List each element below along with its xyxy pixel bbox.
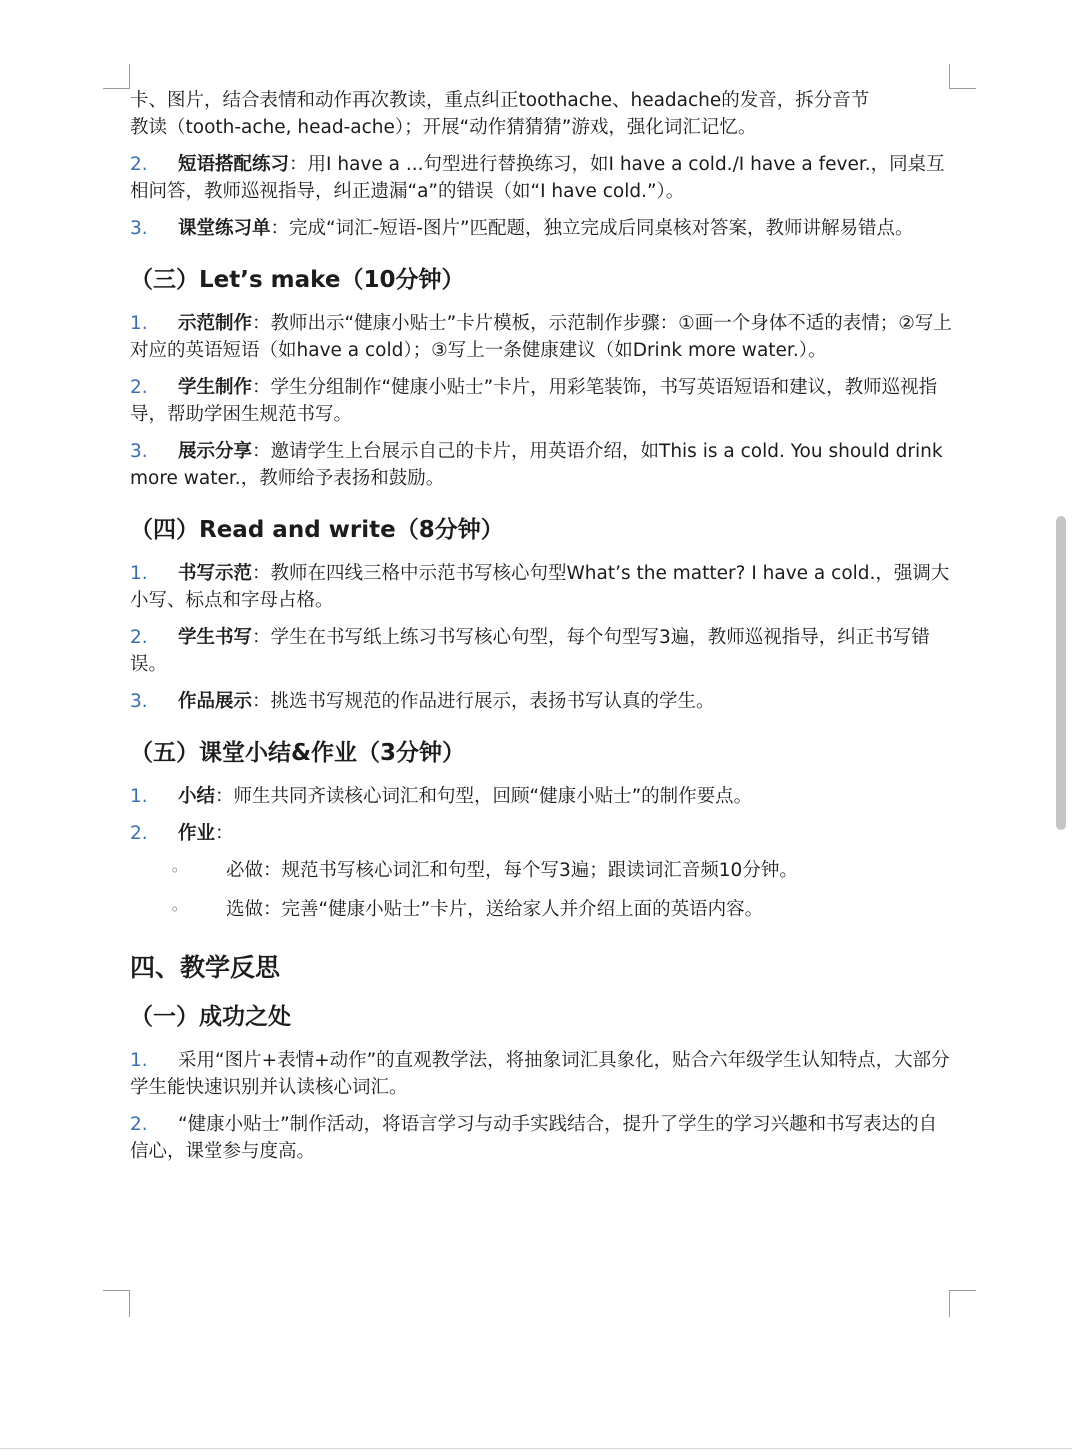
item-text: “健康小贴士”制作活动，将语言学习与动手实践结合，提升了学生的学习兴趣和书写表达的自信心，课堂参与度高。 (130, 1114, 938, 1162)
list-item (130, 820, 952, 847)
crop-mark-bottom-right (949, 1290, 976, 1317)
section-heading-summary-homework: （五）课堂小结&作业（3分钟） (130, 740, 466, 766)
list-number: 1. (130, 563, 148, 584)
item-text: 采用“图片+表情+动作”的直观教学法，将抽象词汇具象化，贴合六年级学生认知特点，大部分学生能快速识别并认读核心词汇。 (130, 1050, 950, 1098)
chapter-heading-reflection: 四、教学反思 (130, 953, 281, 982)
item-lead: 学生书写 (178, 627, 253, 648)
list-number: 3. (130, 218, 148, 239)
list-item (130, 151, 952, 205)
crop-mark-top-right (949, 64, 976, 89)
sub-list-item (130, 857, 952, 884)
item-lead: 课堂练习单 (178, 218, 271, 239)
item-lead: 短语搭配练习 (178, 154, 290, 175)
list-item (130, 783, 952, 810)
section-heading-read-and-write: （四）Read and write（8分钟） (130, 517, 504, 543)
item-lead: 示范制作 (178, 313, 253, 334)
hollow-bullet-icon: ◦ (170, 900, 180, 919)
list-number: 3. (130, 691, 148, 712)
list-item (130, 374, 952, 428)
item-text: ：学生在书写纸上练习书写核心句型，每个句型写3遍，教师巡视指导，纠正书写错误。 (130, 627, 930, 675)
list-number: 2. (130, 627, 148, 648)
list-item (130, 215, 952, 242)
list-number: 1. (130, 786, 148, 807)
sub-item-text: 必做：规范书写核心词汇和句型，每个写3遍；跟读词汇音频10分钟。 (226, 860, 798, 881)
list-item (130, 688, 952, 715)
list-number: 2. (130, 1114, 148, 1135)
item-text: ：师生共同齐读核心词汇和句型，回顾“健康小贴士”的制作要点。 (215, 786, 753, 807)
intro-line-1: 卡、图片，结合表情和动作再次教读，重点纠正toothache、headache的发音，拆分音节 (130, 90, 870, 111)
sub-item-text: 选做：完善“健康小贴士”卡片，送给家人并介绍上面的英语内容。 (226, 899, 764, 920)
list-number: 2. (130, 823, 148, 844)
list-item (130, 438, 952, 492)
sub-list-item (130, 896, 952, 923)
list-number: 1. (130, 1050, 148, 1071)
list-item (130, 310, 952, 364)
list-item (130, 1111, 952, 1165)
list-item (130, 624, 952, 678)
list-number: 1. (130, 313, 148, 334)
item-text: ：用I have a ...句型进行替换练习，如I have a cold./I have a fever.，同桌互相问答，教师巡视指导，纠正遗漏“a”的错误（如“I have cold.”）。 (130, 154, 945, 202)
item-text: ：完成“词汇-短语-图片”匹配题，独立完成后同桌核对答案，教师讲解易错点。 (270, 218, 914, 239)
intro-paragraph (130, 87, 952, 141)
item-text: ：教师出示“健康小贴士”卡片模板，示范制作步骤：①画一个身体不适的表情；②写上对应的英语短语（如have a cold）；③写上一条健康建议（如Drink more water.）。 (130, 313, 952, 361)
hollow-bullet-icon: ◦ (170, 861, 180, 880)
list-item (130, 560, 952, 614)
list-number: 3. (130, 441, 148, 462)
item-text: ：挑选书写规范的作品进行展示，表扬书写认真的学生。 (252, 691, 715, 712)
crop-mark-bottom-left (103, 1290, 130, 1317)
item-text: ：学生分组制作“健康小贴士”卡片，用彩笔装饰，书写英语短语和建议，教师巡视指导，帮助学困生规范书写。 (130, 377, 938, 425)
item-text: ： (215, 823, 234, 844)
item-text: ：教师在四线三格中示范书写核心句型What’s the matter? I have a cold.，强调大小写、标点和字母占格。 (130, 563, 950, 611)
list-number: 2. (130, 377, 148, 398)
item-text: ：邀请学生上台展示自己的卡片，用英语介绍，如This is a cold. You should drink more water.，教师给予表扬和鼓励。 (130, 441, 943, 489)
section-heading-lets-make: （三）Let’s make（10分钟） (130, 267, 465, 293)
section-heading-successes: （一）成功之处 (130, 1004, 291, 1030)
item-lead: 作品展示 (178, 691, 253, 712)
item-lead: 作业 (178, 823, 216, 844)
list-number: 2. (130, 154, 148, 175)
item-lead: 书写示范 (178, 563, 253, 584)
intro-line-2: 教读（tooth-ache, head-ache）；开展“动作猜猜猜”游戏，强化词汇记忆。 (130, 117, 757, 138)
list-item (130, 1047, 952, 1101)
item-lead: 小结 (178, 786, 216, 807)
page-bottom-divider (0, 1448, 1072, 1449)
item-lead: 学生制作 (178, 377, 253, 398)
document-body (130, 87, 952, 1175)
item-lead: 展示分享 (178, 441, 253, 462)
crop-mark-top-left (103, 64, 130, 89)
vertical-scrollbar[interactable] (1056, 516, 1066, 830)
